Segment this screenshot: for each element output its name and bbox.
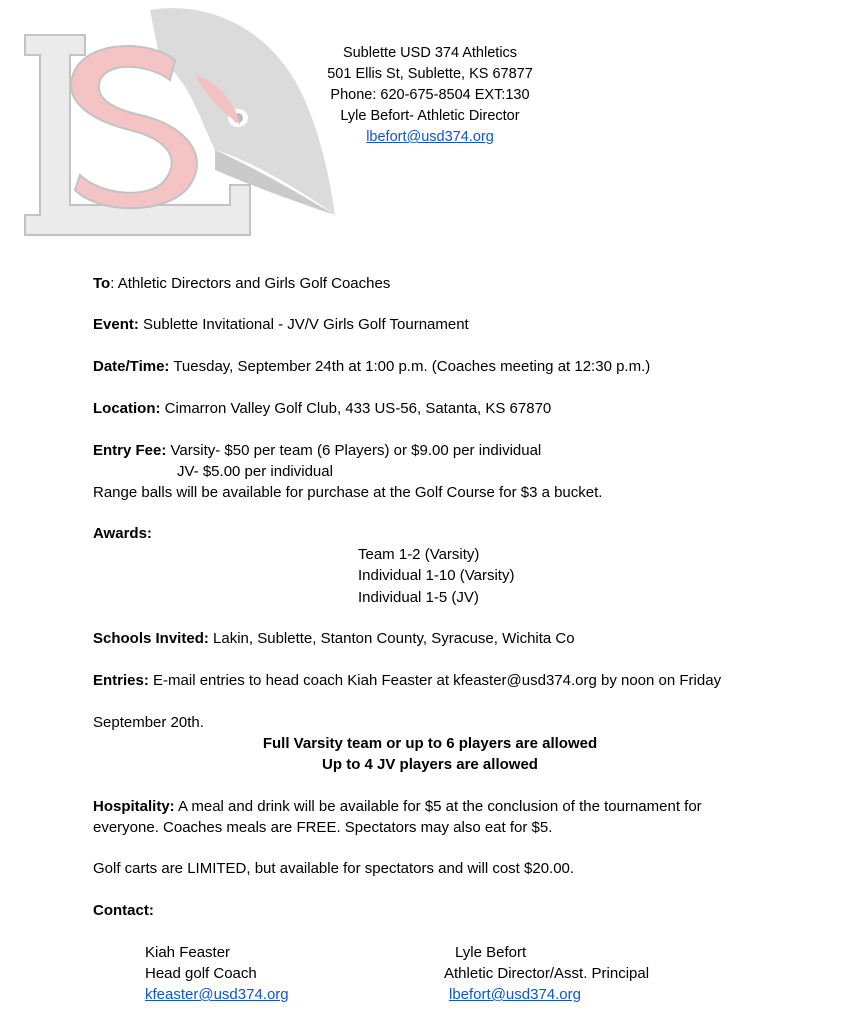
org-name: Sublette USD 374 Athletics (342, 45, 518, 61)
location-value: Cimarron Valley Golf Club, 433 US-56, Satanta, KS 67870 (160, 400, 552, 417)
range-balls-note: Range balls will be available for purchase at the Golf Course for $3 a bucket. (93, 484, 603, 501)
varsity-rule: Full Varsity team or up to 6 players are allowed (262, 735, 598, 752)
event-label: Event: (93, 316, 139, 333)
header-email-link[interactable]: lbefort@usd374.org (366, 129, 494, 145)
location-line (93, 399, 551, 419)
contact-right-name: Lyle Befort (455, 944, 527, 961)
contact-right-title: Athletic Director/Asst. Principal (444, 965, 650, 982)
location-label: Location: (93, 400, 161, 417)
award-item: Team 1-2 (Varsity) (358, 546, 480, 563)
schools-value: Lakin, Sublette, Stanton County, Syracuse, Wichita Co (208, 630, 575, 647)
entry-fee-label: Entry Fee: (93, 442, 167, 459)
contact-left-email-link[interactable]: kfeaster@usd374.org (145, 986, 289, 1003)
awards-label: Awards: (93, 525, 152, 542)
contact-right-email-link[interactable]: lbefort@usd374.org (449, 986, 581, 1003)
entry-fee-jv: JV- $5.00 per individual (177, 463, 333, 480)
org-phone: Phone: 620-675-8504 EXT:130 (330, 87, 530, 103)
schools-label: Schools Invited: (93, 630, 209, 647)
org-address: 501 Ellis St, Sublette, KS 67877 (327, 66, 533, 82)
golf-carts-note: Golf carts are LIMITED, but available for spectators and will cost $20.00. (93, 860, 575, 877)
event-value: Sublette Invitational - JV/V Girls Golf Tournament (138, 316, 469, 333)
entry-fee-varsity: Varsity- $50 per team (6 Players) or $9.00 per individual (166, 442, 542, 459)
contact-left-title: Head golf Coach (145, 965, 257, 982)
entries-line (93, 671, 721, 691)
schools-line (93, 629, 575, 649)
hospitality-line-2: everyone. Coaches meals are FREE. Spectators may also eat for $5. (93, 819, 553, 836)
hospitality-label: Hospitality: (93, 798, 175, 815)
datetime-value: Tuesday, September 24th at 1:00 p.m. (Coaches meeting at 12:30 p.m.) (169, 358, 651, 375)
to-value: : Athletic Directors and Girls Golf Coaches (110, 275, 391, 292)
entry-fee-line (93, 441, 541, 461)
hospitality-line (93, 797, 702, 817)
hospitality-value: A meal and drink will be available for $5 at the conclusion of the tournament for (174, 798, 702, 815)
entries-value: E-mail entries to head coach Kiah Feaster at kfeaster@usd374.org by noon on Friday (148, 672, 722, 689)
org-director: Lyle Befort- Athletic Director (340, 108, 520, 124)
contact-left-name: Kiah Feaster (145, 944, 231, 961)
award-item: Individual 1-5 (JV) (358, 589, 479, 606)
contact-label: Contact: (93, 902, 154, 919)
event-line (93, 315, 469, 335)
to-label: To (93, 275, 111, 292)
award-item: Individual 1-10 (Varsity) (358, 567, 515, 584)
jv-rule: Up to 4 JV players are allowed (322, 756, 538, 773)
datetime-label: Date/Time: (93, 358, 170, 375)
entries-deadline: September 20th. (93, 714, 204, 731)
datetime-line (93, 357, 650, 377)
entries-label: Entries: (93, 672, 149, 689)
to-line (93, 274, 390, 294)
